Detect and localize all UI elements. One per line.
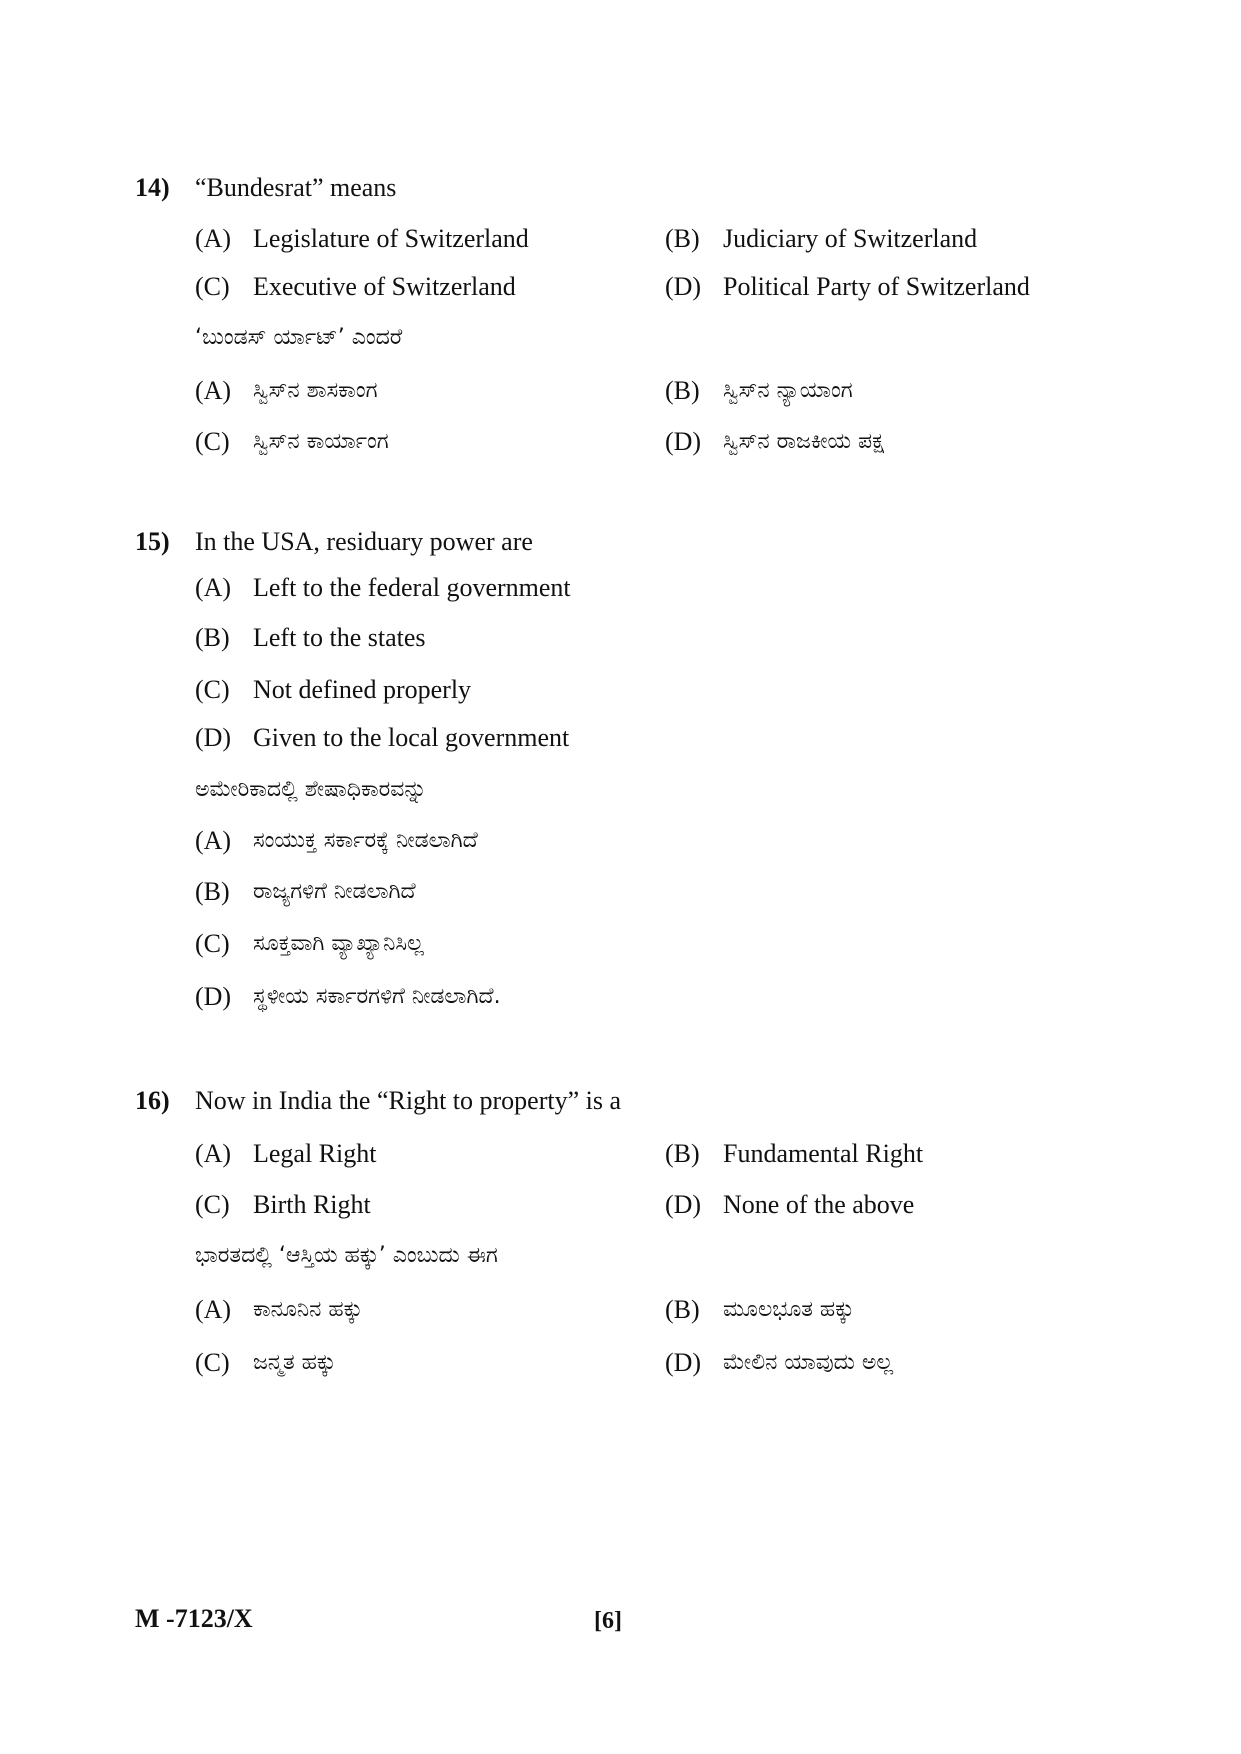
option-text: None of the above: [723, 1190, 915, 1219]
option-text-kannada: ಮೇಲಿನ ಯಾವುದು ಅಲ್ಲ: [723, 1350, 894, 1375]
option-letter: (A): [195, 376, 232, 405]
option-text-kannada: ಸ್ಥಳೀಯ ಸರ್ಕಾರಗಳಿಗೆ ನೀಡಲಾಗಿದೆ.: [253, 984, 501, 1009]
page-number: [6]: [594, 1608, 622, 1634]
option-letter: (A): [195, 1295, 232, 1324]
question-stem: “Bundesrat” means: [195, 173, 397, 202]
paper-code: M -7123/X: [135, 1604, 253, 1633]
option-text-kannada: ಸ್ವಿಸ್‌ನ ನ್ಯಾಯಾಂಗ: [723, 378, 853, 403]
option-text: Given to the local government: [253, 723, 570, 752]
option-letter: (C): [195, 1190, 230, 1219]
option-text: Legal Right: [253, 1139, 377, 1168]
option-letter: (C): [195, 675, 230, 704]
question-stem: In the USA, residuary power are: [195, 527, 533, 556]
question-stem-kannada: ‘ಬುಂಡಸ್ ರ್ಯಾಟ್’ ಎಂದರೆ: [195, 325, 403, 350]
option-letter: (B): [665, 1295, 700, 1324]
question-number: 16): [135, 1086, 170, 1115]
option-text: Left to the federal government: [253, 573, 571, 602]
option-letter: (A): [195, 1139, 232, 1168]
option-text-kannada: ಸ್ವಿಸ್‌ನ ಕಾರ್ಯಾಂಗ: [253, 429, 389, 454]
option-text: Political Party of Switzerland: [723, 272, 1030, 301]
option-text-kannada: ಸ್ವಿಸ್‌ನ ಶಾಸಕಾಂಗ: [253, 378, 378, 403]
option-letter: (D): [665, 272, 702, 301]
option-letter: (C): [195, 1348, 230, 1377]
option-letter: (B): [195, 877, 230, 906]
option-text: Executive of Switzerland: [253, 272, 516, 301]
option-text-kannada: ಕಾನೂನಿನ ಹಕ್ಕು: [253, 1297, 363, 1322]
option-text: Birth Right: [253, 1190, 371, 1219]
option-letter: (A): [195, 224, 232, 253]
question-number: 14): [135, 173, 170, 202]
option-text: Not defined properly: [253, 675, 472, 704]
question-stem-kannada: ಅಮೇರಿಕಾದಲ್ಲಿ ಶೇಷಾಧಿಕಾರವನ್ನು: [195, 777, 427, 802]
option-text-kannada: ಸೂಕ್ತವಾಗಿ ವ್ಯಾಖ್ಯಾನಿಸಿಲ್ಲ: [253, 931, 424, 956]
option-text-kannada: ಮೂಲಭೂತ ಹಕ್ಕು: [723, 1297, 855, 1322]
option-letter: (C): [195, 272, 230, 301]
option-letter: (D): [195, 982, 232, 1011]
option-letter: (B): [665, 1139, 700, 1168]
option-letter: (C): [195, 929, 230, 958]
option-letter: (B): [195, 623, 230, 652]
option-letter: (B): [665, 224, 700, 253]
question-stem-kannada: ಭಾರತದಲ್ಲಿ ‘ಆಸ್ತಿಯ ಹಕ್ಕು’ ಎಂಬುದು ಈಗ: [195, 1243, 498, 1268]
option-text-kannada: ರಾಜ್ಯಗಳಿಗೆ ನೀಡಲಾಗಿದೆ: [253, 879, 416, 904]
option-text: Judiciary of Switzerland: [723, 224, 978, 253]
option-text: Left to the states: [253, 623, 426, 652]
option-text-kannada: ಜನ್ಮತ ಹಕ್ಕು: [253, 1350, 336, 1375]
option-letter: (A): [195, 826, 232, 855]
option-text-kannada: ಸಂಯುಕ್ತ ಸರ್ಕಾರಕ್ಕೆ ನೀಡಲಾಗಿದೆ: [253, 828, 478, 853]
option-text: Legislature of Switzerland: [253, 224, 529, 253]
option-letter: (A): [195, 573, 232, 602]
option-letter: (D): [665, 427, 702, 456]
question-stem: Now in India the “Right to property” is a: [195, 1086, 622, 1115]
question-number: 15): [135, 527, 170, 556]
option-letter: (C): [195, 427, 230, 456]
option-letter: (D): [665, 1190, 702, 1219]
option-text: Fundamental Right: [723, 1139, 924, 1168]
option-letter: (D): [195, 723, 232, 752]
option-letter: (D): [665, 1348, 702, 1377]
option-text-kannada: ಸ್ವಿಸ್‌ನ ರಾಜಕೀಯ ಪಕ್ಷ: [723, 429, 885, 454]
option-letter: (B): [665, 376, 700, 405]
